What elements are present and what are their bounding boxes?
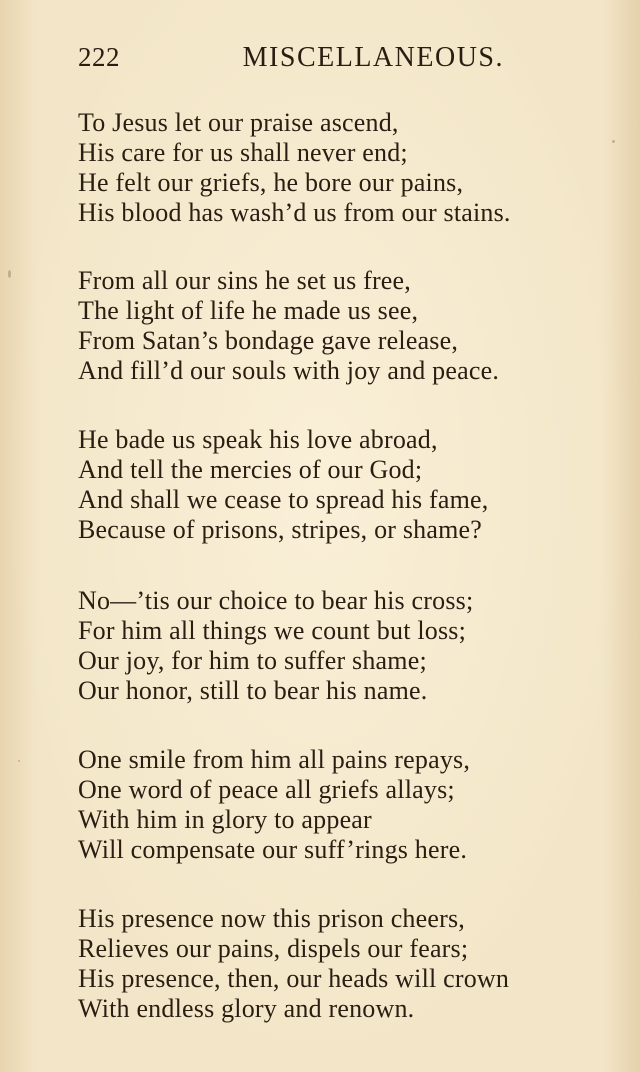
paper-speck (18, 760, 20, 762)
verse-line: For him all things we count but loss; (78, 616, 467, 645)
stanza-2 (78, 266, 618, 386)
paper-speck (8, 270, 11, 278)
verse-line: His care for us shall never end; (78, 138, 408, 167)
verse-line: From all our sins he set us free, (78, 266, 411, 295)
verse-line: Will compensate our suff’rings here. (78, 835, 468, 864)
stanza-5 (78, 745, 618, 865)
verse-line: His presence now this prison cheers, (78, 904, 465, 933)
stanza-4 (78, 586, 618, 706)
verse-line: Relieves our pains, dispels our fears; (78, 934, 469, 963)
running-head: MISCELLANEOUS. (242, 42, 504, 73)
stanza-6 (78, 904, 618, 1024)
verse-line: He felt our griefs, he bore our pains, (78, 168, 464, 197)
verse-line: One smile from him all pains repays, (78, 745, 471, 774)
verse-line: And fill’d our souls with joy and peace. (78, 356, 500, 385)
verse-line: With endless glory and renown. (78, 994, 415, 1023)
stanza-1 (78, 108, 618, 228)
verse-line: And shall we cease to spread his fame, (78, 485, 489, 514)
verse-line: Because of prisons, stripes, or shame? (78, 515, 482, 544)
stanza-3 (78, 425, 618, 545)
verse-line: The light of life he made us see, (78, 296, 419, 325)
verse-line: And tell the mercies of our God; (78, 455, 423, 484)
verse-line: His blood has wash’d us from our stains. (78, 198, 511, 227)
page-header (78, 42, 504, 82)
verse-line: With him in glory to appear (78, 805, 372, 834)
verse-line: No—’tis our choice to bear his cross; (78, 586, 474, 615)
verse-line: From Satan’s bondage gave release, (78, 326, 459, 355)
paper-speck (612, 140, 615, 143)
verse-line: His presence, then, our heads will crown (78, 964, 510, 993)
verse-line: Our joy, for him to suffer shame; (78, 646, 427, 675)
verse-line: One word of peace all griefs allays; (78, 775, 455, 804)
page-number: 222 (78, 42, 120, 72)
verse-line: Our honor, still to bear his name. (78, 676, 428, 705)
verse-line: To Jesus let our praise ascend, (78, 108, 399, 137)
verse-line: He bade us speak his love abroad, (78, 425, 438, 454)
